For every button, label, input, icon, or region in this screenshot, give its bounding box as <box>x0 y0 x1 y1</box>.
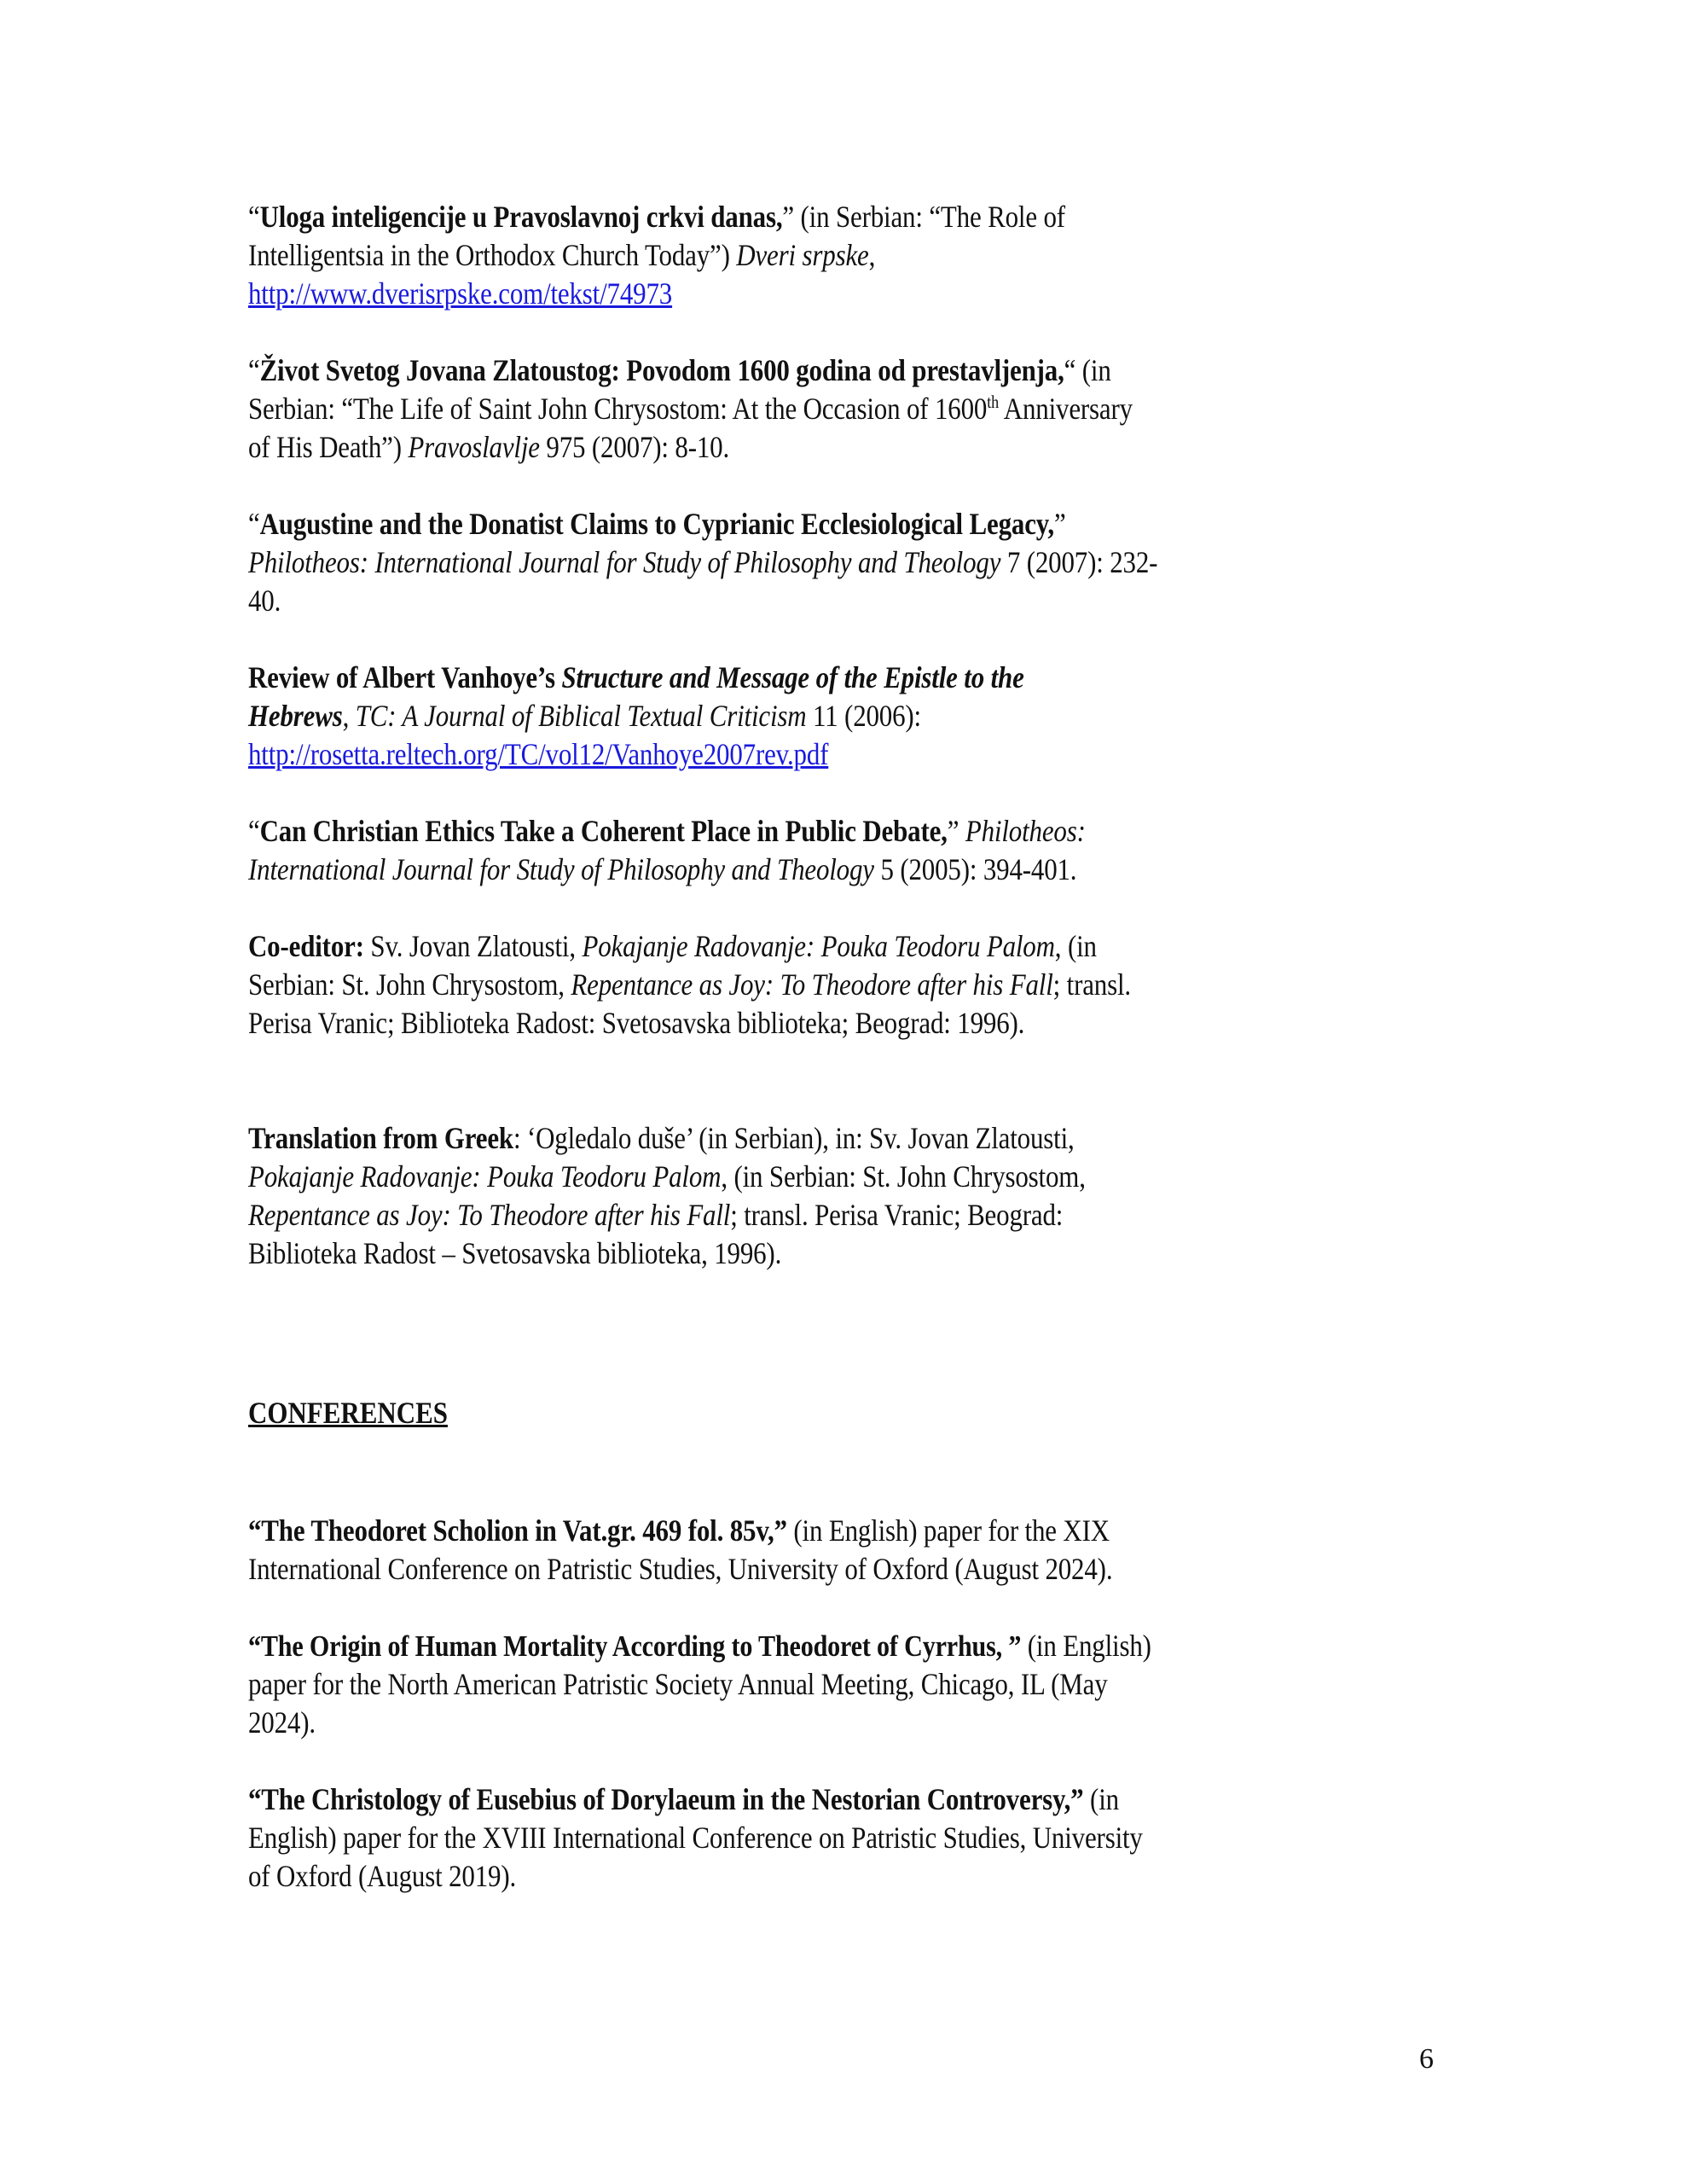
quote-mark: “ <box>1064 353 1076 387</box>
conference-entry <box>248 1512 1459 1589</box>
publication-note: ; transl. Perisa Vranic; Beograd: <box>730 1198 1064 1232</box>
publication-citation: 975 (2007): 8-10. <box>539 430 730 464</box>
publication-note: ; transl. <box>1052 967 1131 1002</box>
publication-link[interactable]: http://www.dverisrpske.com/tekst/74973 <box>248 276 673 311</box>
publication-citation: 40. <box>248 584 281 618</box>
publication-entry <box>248 505 1459 620</box>
publication-note: Intelligentsia in the Orthodox Church Today”) <box>248 238 737 272</box>
section-heading-conferences: CONFERENCES <box>248 1396 448 1430</box>
entry-line <box>248 236 1290 275</box>
publication-entry <box>248 198 1459 313</box>
entry-line <box>248 927 1290 966</box>
entry-line <box>248 1819 1290 1857</box>
publication-title: Can Christian Ethics Take a Coherent Place in Public Debate, <box>259 814 948 848</box>
publication-title: Uloga inteligencije u Pravoslavnoj crkvi danas, <box>259 200 783 234</box>
entry-line <box>248 275 1290 313</box>
entry-line <box>248 428 1290 467</box>
entry-line <box>248 1004 1290 1043</box>
publication-entry <box>248 927 1459 1043</box>
publication-venue: Pravoslavlje <box>408 430 540 464</box>
entry-line <box>248 1158 1290 1196</box>
page-number: 6 <box>1419 2043 1434 2075</box>
conference-note: 2024). <box>248 1705 316 1740</box>
publication-entry <box>248 1119 1459 1273</box>
ordinal-suffix: th <box>987 392 999 412</box>
quote-mark: ” <box>1053 507 1066 541</box>
publication-citation: 5 (2005): 394-401. <box>873 852 1077 886</box>
publication-note: (in Serbian: “The Role of <box>793 200 1065 234</box>
punctuation: , <box>342 699 356 733</box>
publication-title: Augustine and the Donatist Claims to Cyprianic Ecclesiological Legacy, <box>259 507 1054 541</box>
entry-line <box>248 812 1290 851</box>
publication-venue: Philotheos: <box>959 814 1086 848</box>
entry-line <box>248 1627 1290 1665</box>
entry-line <box>248 505 1290 543</box>
conference-title: “The Origin of Human Mortality According to Theodoret of Cyrrhus, ” <box>248 1629 1022 1663</box>
entry-line <box>248 1857 1290 1896</box>
reviewed-book-title: Structure and Message of the Epistle to the <box>561 660 1024 694</box>
publication-note: , (in <box>1054 929 1097 963</box>
entry-line <box>248 966 1290 1004</box>
entry-line <box>248 582 1290 620</box>
publication-venue: Philotheos: International Journal for Study of Philosophy and Theology <box>248 545 1001 579</box>
publication-title: Review of Albert Vanhoye’s <box>248 660 562 694</box>
entry-line <box>248 697 1290 735</box>
quote-mark: ” <box>782 200 794 234</box>
conference-note: (in English) <box>1021 1629 1151 1663</box>
entry-line <box>248 1196 1290 1234</box>
entry-label: Co-editor: <box>248 929 364 963</box>
publication-venue: TC: A Journal of Biblical Textual Criticism <box>355 699 807 733</box>
publication-note: Serbian: “The Life of Saint John Chrysostom: At the Occasion of 1600 <box>248 392 988 426</box>
quote-mark: “ <box>248 200 260 234</box>
publication-note: of His Death”) <box>248 430 409 464</box>
reviewed-book-title: Hebrews <box>248 699 343 733</box>
entry-line <box>248 1512 1290 1550</box>
entry-line <box>248 1119 1290 1158</box>
entry-line <box>248 1234 1290 1273</box>
book-title: Pokajanje Radovanje: Pouka Teodoru Palom <box>582 929 1055 963</box>
quote-mark: “ <box>248 814 260 848</box>
publication-note: Biblioteka Radost – Svetosavska biblioteka, 1996). <box>248 1236 782 1270</box>
conference-entry <box>248 1780 1459 1896</box>
conference-note: paper for the North American Patristic Society Annual Meeting, Chicago, IL (May <box>248 1667 1108 1701</box>
quote-mark: “ <box>248 353 260 387</box>
publication-note: Sv. Jovan Zlatousti, <box>363 929 583 963</box>
conference-title: “The Theodoret Scholion in Vat.gr. 469 fol. 85v,” <box>248 1513 787 1548</box>
book-title: Pokajanje Radovanje: Pouka Teodoru Palom <box>248 1159 722 1194</box>
entry-line <box>248 1780 1290 1819</box>
publication-title: Život Svetog Jovana Zlatoustog: Povodom 1600 godina od prestavljenja, <box>259 353 1064 387</box>
conference-note: International Conference on Patristic Studies, University of Oxford (August 2024). <box>248 1552 1113 1586</box>
quote-mark: “ <box>248 507 260 541</box>
quote-mark: ” <box>947 814 959 848</box>
conference-entry <box>248 1627 1459 1742</box>
punctuation: , <box>868 238 876 272</box>
entry-line <box>248 543 1290 582</box>
conference-note: (in <box>1083 1782 1119 1816</box>
publication-venue: Dveri srpske <box>736 238 869 272</box>
entry-line <box>248 735 1290 774</box>
entry-line <box>248 1550 1290 1589</box>
conference-note: (in English) paper for the XIX <box>786 1513 1110 1548</box>
publication-citation: 11 (2006): <box>806 699 921 733</box>
entry-label: Translation from Greek <box>248 1121 513 1155</box>
entry-line <box>248 851 1290 889</box>
publication-entry <box>248 812 1459 889</box>
publication-note: Perisa Vranic; Biblioteka Radost: Svetosavska biblioteka; Beograd: 1996). <box>248 1006 1025 1040</box>
book-title: Repentance as Joy: To Theodore after his Fall <box>571 967 1053 1002</box>
publication-entry <box>248 351 1459 467</box>
entry-line <box>248 351 1290 390</box>
publication-note: (in <box>1075 353 1111 387</box>
entry-line <box>248 1704 1290 1742</box>
entry-line <box>248 1665 1290 1704</box>
book-title: Repentance as Joy: To Theodore after his Fall <box>248 1198 731 1232</box>
entry-line <box>248 390 1290 428</box>
publication-note: , (in Serbian: St. John Chrysostom, <box>721 1159 1086 1194</box>
publication-venue: International Journal for Study of Philosophy and Theology <box>248 852 874 886</box>
publication-citation: 7 (2007): 232- <box>1000 545 1158 579</box>
publication-note: Anniversary <box>998 392 1133 426</box>
publication-link[interactable]: http://rosetta.reltech.org/TC/vol12/Vanhoye2007rev.pdf <box>248 737 829 771</box>
conference-note: English) paper for the XVIII International Conference on Patristic Studies, University <box>248 1821 1143 1855</box>
entry-line <box>248 198 1290 236</box>
conference-title: “The Christology of Eusebius of Dorylaeum in the Nestorian Controversy,” <box>248 1782 1084 1816</box>
conference-note: of Oxford (August 2019). <box>248 1859 517 1893</box>
publication-note: : ‘Ogledalo duše’ (in Serbian), in: Sv. Jovan Zlatousti, <box>513 1121 1075 1155</box>
publication-entry <box>248 659 1459 774</box>
entry-line <box>248 659 1290 697</box>
publication-note: Serbian: St. John Chrysostom, <box>248 967 571 1002</box>
